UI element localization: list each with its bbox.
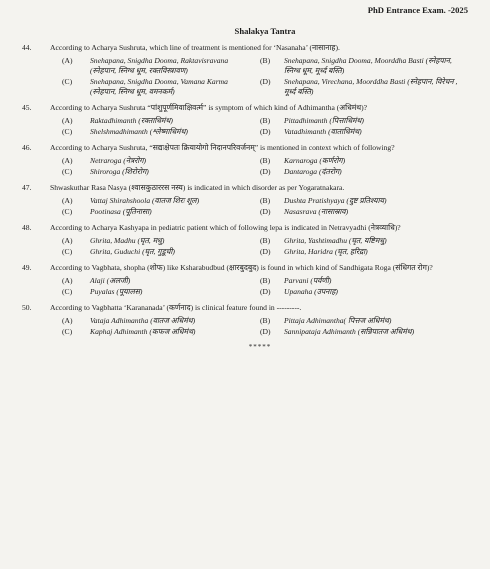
- option-item: [260, 127, 470, 137]
- option-item: [260, 196, 470, 206]
- option-label: (A): [62, 116, 73, 125]
- option-item: [50, 156, 260, 166]
- option-text: Snehapana, Virechana, Moorddha Basti (स्नेहपान, विरेचन , मूर्ध्द बस्ति): [284, 77, 458, 96]
- option-label: (A): [62, 316, 73, 325]
- question-text: According to Acharya Sushruta, which line of treatment is mentioned for ‘Nasanaha’ (नासानाह).: [50, 43, 340, 52]
- question-item: [22, 303, 470, 337]
- option-text: Snehapana, Snigdha Dooma, Vamana Karma (स्नेहपान, स्निग्ध धूम, वमनकर्म): [90, 77, 228, 96]
- option-label: (C): [62, 207, 73, 216]
- option-text: Shelshmadhimanth (श्लेष्माधिमंथ): [90, 127, 188, 136]
- option-item: [260, 247, 470, 257]
- option-label: (B): [260, 276, 271, 285]
- question-item: [22, 143, 470, 177]
- exam-title: PhD Entrance Exam. -2025: [367, 5, 468, 15]
- option-grid: [50, 156, 470, 177]
- option-item: [260, 116, 470, 126]
- option-item: [50, 327, 260, 337]
- option-label: (B): [260, 196, 271, 205]
- option-item: [50, 316, 260, 326]
- question-text: Shwaskuthar Rasa Nasya (श्वासकुठाररस नस्य) is indicated in which disorder as per Yogaratnakara.: [50, 183, 345, 192]
- question-number: 48.: [22, 223, 32, 232]
- option-text: Pittadhimanth (पित्ताधिमंथ): [284, 116, 364, 125]
- option-text: Alaji (अलजी): [90, 276, 131, 285]
- option-text: Ghrita, Madhu (घृत, मधु): [90, 236, 165, 245]
- option-label: (C): [62, 287, 73, 296]
- question-number: 47.: [22, 183, 32, 192]
- option-item: [50, 247, 260, 257]
- option-label: (C): [62, 327, 73, 336]
- option-item: [50, 196, 260, 206]
- question-text: According to Acharya Sushruta, “सद्यःक्षेपतः क्रियायोगो निदानपरिवर्जनम्” is mentioned in context which of following?: [50, 143, 395, 152]
- subject-title: Shalakya Tantra: [234, 26, 296, 36]
- option-label: (A): [62, 156, 73, 165]
- option-label: (D): [260, 127, 271, 136]
- option-row: [50, 247, 470, 257]
- option-label: (B): [260, 116, 271, 125]
- option-text: Ghrita, Guduchi (घृत, गुडूची): [90, 247, 175, 256]
- option-label: (D): [260, 207, 271, 216]
- question-number: 50.: [22, 303, 32, 312]
- option-label: (A): [62, 236, 73, 245]
- question-number: 45.: [22, 103, 32, 112]
- option-label: (D): [260, 327, 271, 336]
- option-text: Pittaja Adhimantha( पित्तज अधिमंथ): [284, 316, 392, 325]
- option-grid: [50, 276, 470, 297]
- question-number: 44.: [22, 43, 32, 52]
- option-row: [50, 207, 470, 217]
- question-item: [22, 183, 470, 217]
- option-text: Snehapana, Snigdha Dooma, Moorddha Basti (स्नेहपान, स्निग्ध धूम, मूर्ध्द बस्ति): [284, 56, 452, 75]
- option-label: (D): [260, 167, 271, 176]
- option-text: Upanaha (उपनाह): [284, 287, 338, 296]
- option-item: [260, 167, 470, 177]
- option-text: Karnaroga (कर्णरोग): [284, 156, 346, 165]
- option-item: [260, 276, 470, 286]
- option-item: [260, 207, 470, 217]
- option-label: (A): [62, 276, 73, 285]
- question-list: [22, 43, 470, 337]
- option-label: (B): [260, 316, 271, 325]
- option-row: [50, 276, 470, 286]
- question-text: According to Vagbhatta ‘Karananada’ (कर्णनाद) is clinical feature found in ---------.: [50, 303, 302, 312]
- option-item: [50, 207, 260, 217]
- option-text: Puyalas (पूयालस): [90, 287, 143, 296]
- question-number: 46.: [22, 143, 32, 152]
- option-item: [260, 236, 470, 246]
- option-grid: [50, 56, 470, 97]
- option-label: (C): [62, 127, 73, 136]
- option-item: [50, 77, 260, 97]
- option-item: [260, 56, 470, 76]
- option-label: (D): [260, 287, 271, 296]
- option-label: (A): [62, 56, 73, 65]
- option-item: [260, 287, 470, 297]
- option-text: Snehapana, Snigdha Dooma, Raktavisravana (स्नेहपान, स्निग्ध धूम, रक्तविस्त्रावण): [90, 56, 229, 75]
- option-label: (D): [260, 77, 271, 86]
- option-label: (B): [260, 156, 271, 165]
- option-row: [50, 287, 470, 297]
- option-row: [50, 127, 470, 137]
- option-grid: [50, 316, 470, 337]
- option-row: [50, 116, 470, 126]
- question-text: According to Acharya Sushruta “पांशुपूर्णमिवाक्षिवर्त्म” is symptom of which kind of Adhimantha (अधिमंथ)?: [50, 103, 368, 112]
- option-grid: [50, 116, 470, 137]
- option-row: [50, 316, 470, 326]
- option-item: [50, 236, 260, 246]
- option-grid: [50, 196, 470, 217]
- option-label: (B): [260, 56, 271, 65]
- question-item: [22, 223, 470, 257]
- option-item: [260, 316, 470, 326]
- question-item: [22, 43, 470, 97]
- option-label: (D): [260, 247, 271, 256]
- option-item: [260, 77, 470, 97]
- option-row: [50, 77, 470, 97]
- option-text: Raktadhimanth (रक्ताधिमंथ): [90, 116, 173, 125]
- option-text: Vatadhimanth (वाताधिमंथ): [284, 127, 362, 136]
- option-text: Kaphaj Adhimanth (कफज अधिमंथ): [90, 327, 196, 336]
- option-text: Dushta Pratishyaya (दुष्ट प्रतिश्याय): [284, 196, 387, 205]
- option-item: [50, 287, 260, 297]
- question-item: [22, 263, 470, 297]
- option-item: [50, 276, 260, 286]
- option-label: (C): [62, 247, 73, 256]
- option-text: Shiroroga (शिरोरोग): [90, 167, 149, 176]
- option-text: Sannipataja Adhimanth (सन्निपातज अधिमंथ): [284, 327, 415, 336]
- option-item: [260, 327, 470, 337]
- option-text: Vattaj Shirahshoola (वातज शिरः शूल): [90, 196, 200, 205]
- option-row: [50, 327, 470, 337]
- option-text: Netraroga (नेत्ररोग): [90, 156, 147, 165]
- option-text: Dantaroga (दंतरोग): [284, 167, 342, 176]
- option-row: [50, 56, 470, 76]
- option-label: (C): [62, 167, 73, 176]
- option-row: [50, 167, 470, 177]
- option-text: Vataja Adhimantha (वातज अधिमंथ): [90, 316, 196, 325]
- option-row: [50, 196, 470, 206]
- option-text: Nasasrava (नासास्राव): [284, 207, 349, 216]
- option-text: Parvani (पर्वणी): [284, 276, 332, 285]
- question-text: According to Acharya Kashyapa in pediatric patient which of following lepa is indicated in Netravyadhi (नेत्रव्याधि)?: [50, 223, 401, 232]
- question-item: [22, 103, 470, 137]
- question-text: According to Vagbhata, shopha (शोफ) like Ksharabudbud (क्षारबुदबुद) is found in which kind of Sandhigata Roga (संधिगत रोग)?: [50, 263, 433, 272]
- option-item: [50, 127, 260, 137]
- option-label: (A): [62, 196, 73, 205]
- option-item: [260, 156, 470, 166]
- option-item: [50, 116, 260, 126]
- option-label: (C): [62, 77, 73, 86]
- option-text: Ghrita, Yashtimadhu (घृत, यष्टिमधु): [284, 236, 387, 245]
- option-text: Ghrita, Haridra (घृत, हरिद्रा): [284, 247, 368, 256]
- end-mark: *****: [248, 343, 272, 351]
- option-row: [50, 156, 470, 166]
- option-row: [50, 236, 470, 246]
- option-item: [50, 56, 260, 76]
- question-number: 49.: [22, 263, 32, 272]
- option-grid: [50, 236, 470, 257]
- option-item: [50, 167, 260, 177]
- option-label: (B): [260, 236, 271, 245]
- option-text: Pootinasa (पूतिनासा): [90, 207, 152, 216]
